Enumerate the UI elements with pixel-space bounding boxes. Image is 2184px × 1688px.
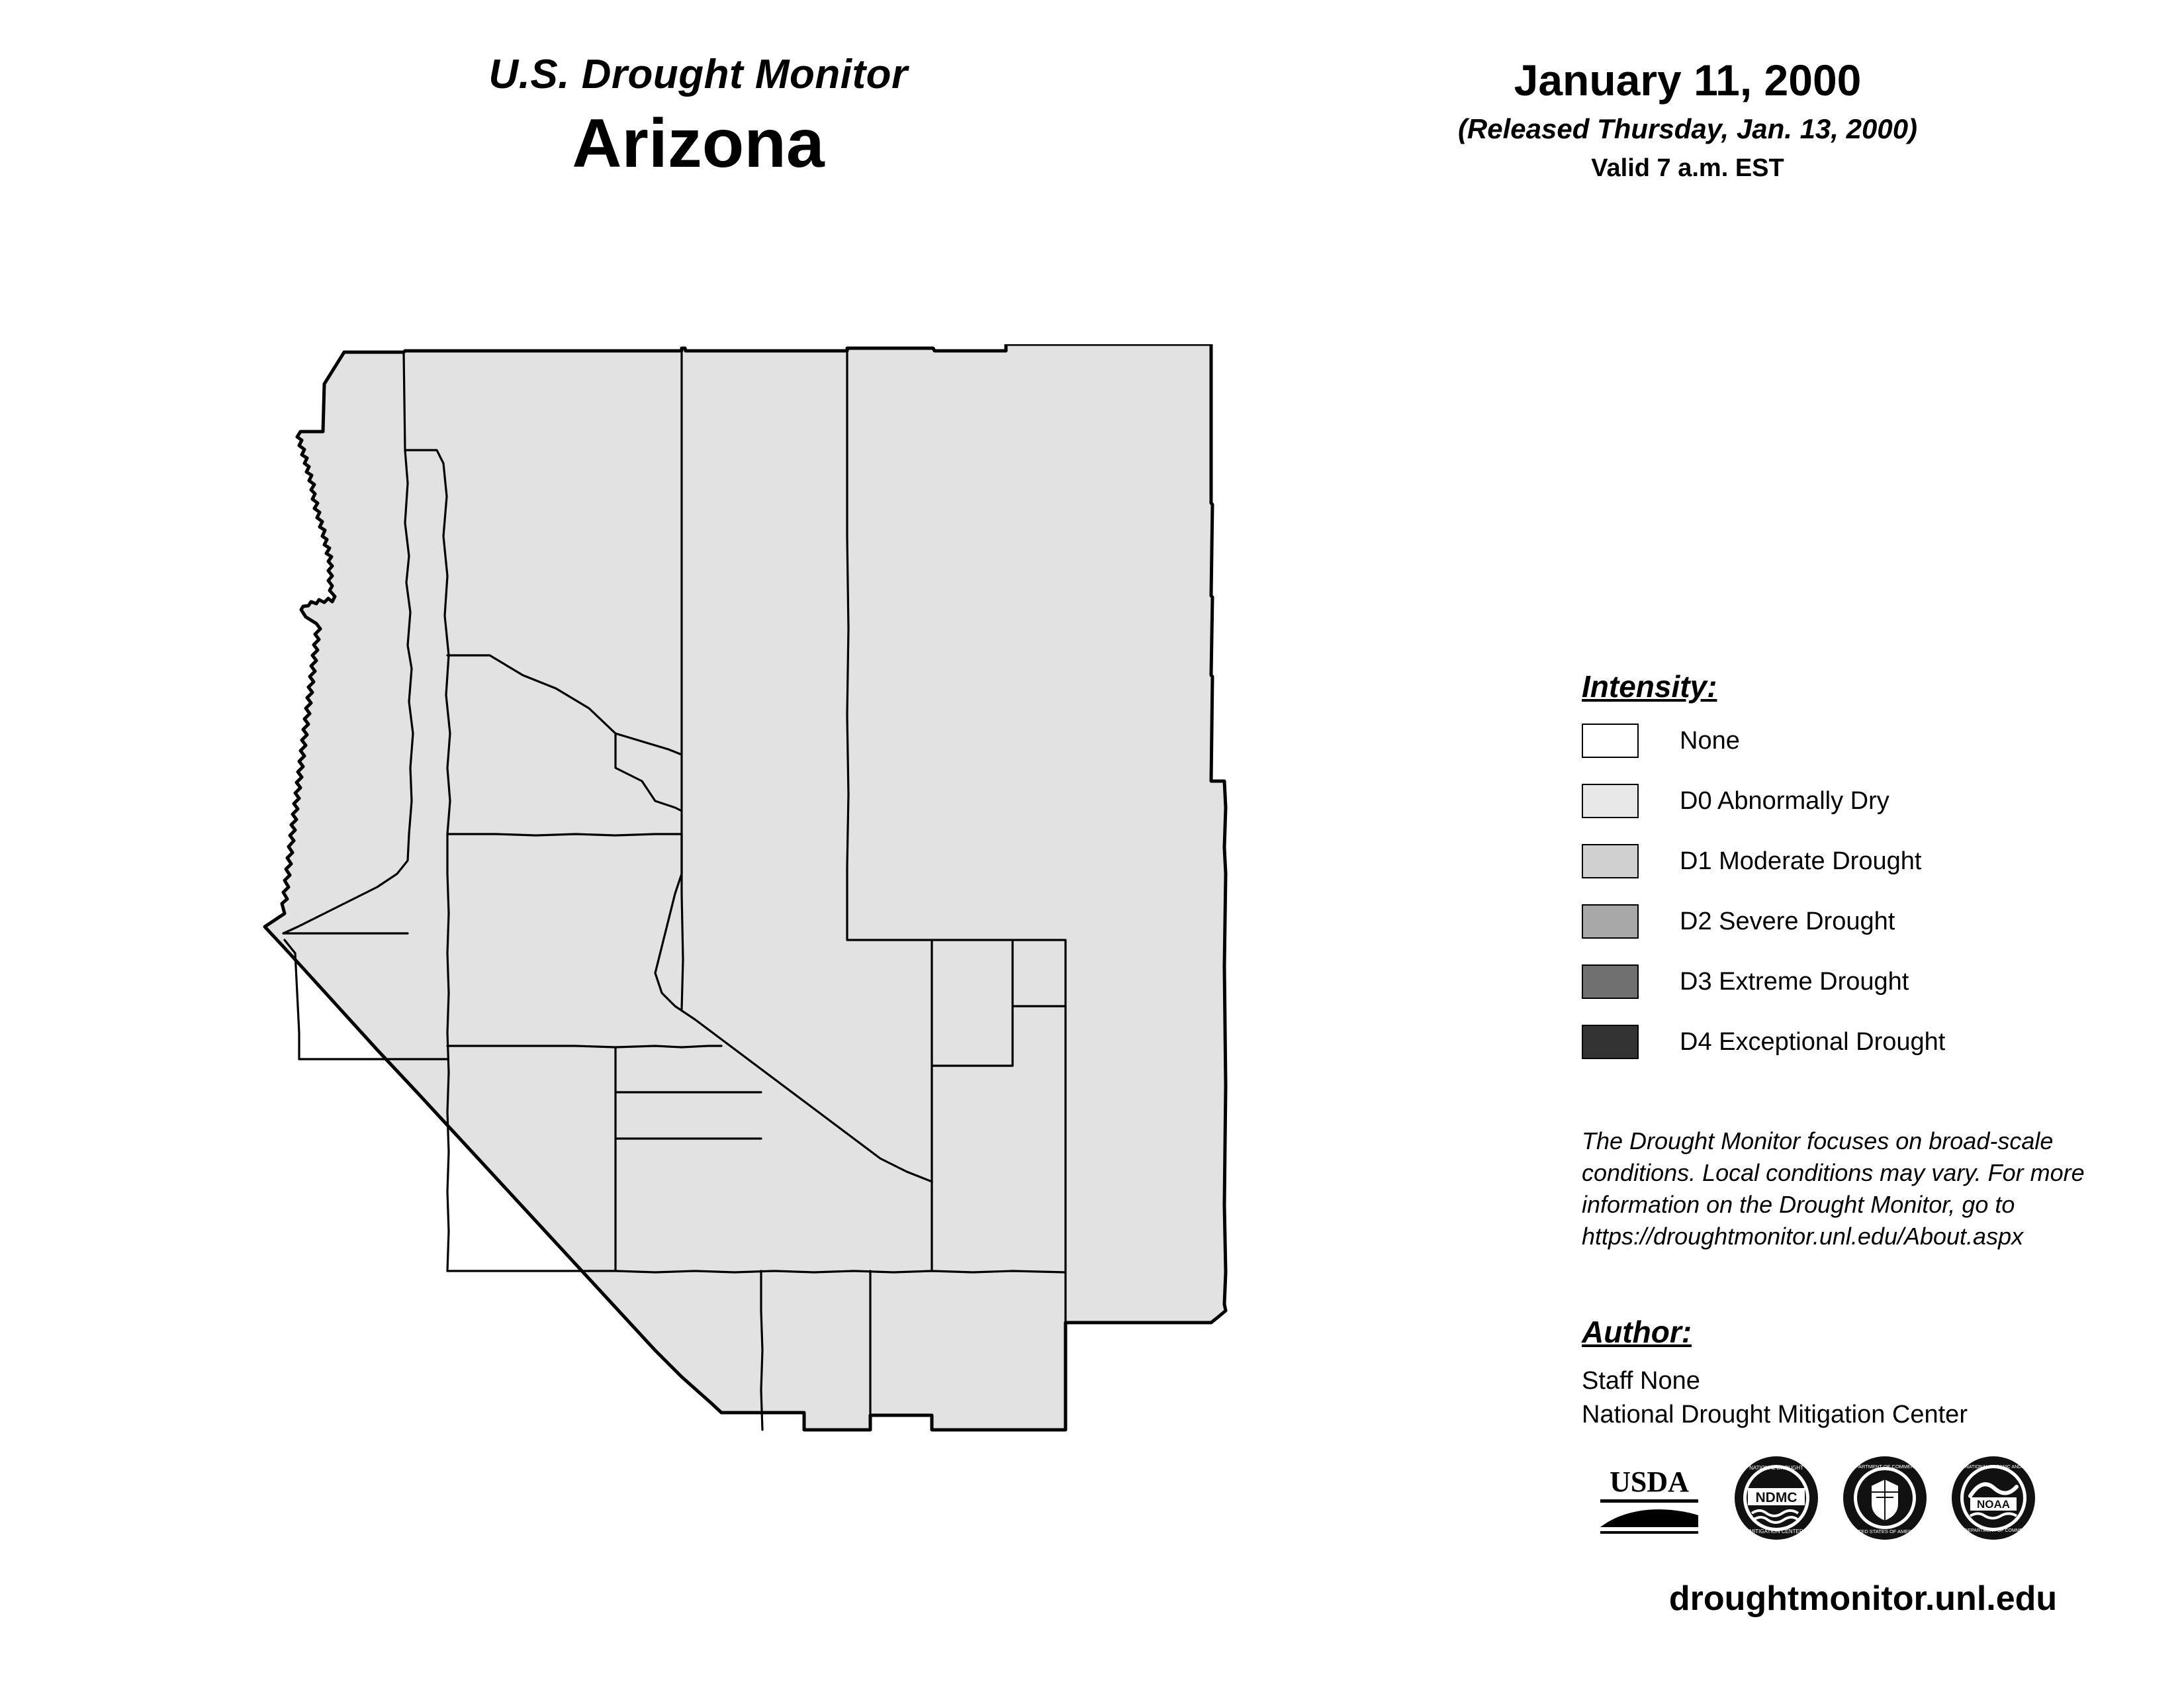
legend	[1582, 669, 2124, 1080]
svg-text:DEPARTMENT OF COMMERCE: DEPARTMENT OF COMMERCE	[1848, 1463, 1922, 1470]
legend-label-none: None	[1680, 726, 1740, 755]
state-polygon	[265, 344, 1226, 1430]
legend-item-d1	[1582, 839, 2124, 883]
noaa-logo	[1950, 1455, 2036, 1544]
svg-text:MITIGATION CENTER: MITIGATION CENTER	[1749, 1528, 1803, 1534]
legend-swatch-d4	[1582, 1025, 1639, 1059]
svg-text:U.S. DEPARTMENT OF COMMERCE: U.S. DEPARTMENT OF COMMERCE	[1954, 1528, 2033, 1533]
legend-item-none	[1582, 719, 2124, 763]
legend-swatch-d0	[1582, 784, 1639, 818]
date-block	[1357, 56, 2019, 183]
logo-strip	[1588, 1446, 2151, 1552]
usda-logo	[1588, 1458, 1711, 1541]
website-url[interactable]: droughtmonitor.unl.edu	[1668, 1579, 2058, 1618]
disclaimer-text: The Drought Monitor focuses on broad-scale conditions. Local conditions may vary. For more information on the Drought Monitor, go to https://droughtmonitor.unl.edu/About.aspx	[1582, 1127, 2085, 1250]
valid-time: Valid 7 a.m. EST	[1591, 154, 1784, 182]
state-title: Arizona	[572, 105, 825, 183]
author-title: Author:	[1582, 1315, 1692, 1349]
release-date: (Released Thursday, Jan. 13, 2000)	[1457, 113, 1918, 144]
legend-swatch-none	[1582, 724, 1639, 758]
usdc-logo	[1842, 1455, 1928, 1544]
author-block	[1582, 1314, 2164, 1432]
svg-text:UNITED STATES OF AMERICA: UNITED STATES OF AMERICA	[1849, 1528, 1921, 1534]
svg-text:NOAA: NOAA	[1976, 1497, 2011, 1511]
legend-swatch-d1	[1582, 844, 1639, 878]
legend-item-d2	[1582, 900, 2124, 943]
legend-item-d0	[1582, 779, 2124, 823]
arizona-drought-map	[218, 344, 1363, 1622]
legend-label-d3: D3 Extreme Drought	[1680, 967, 1909, 996]
author-organization: National Drought Mitigation Center	[1582, 1401, 1968, 1429]
svg-text:USDA: USDA	[1610, 1465, 1689, 1498]
legend-swatch-d2	[1582, 904, 1639, 939]
ndmc-logo	[1733, 1455, 1819, 1544]
legend-item-d3	[1582, 960, 2124, 1004]
map-date: January 11, 2000	[1514, 56, 1862, 105]
legend-title: Intensity:	[1582, 669, 1717, 704]
legend-label-d4: D4 Exceptional Drought	[1680, 1027, 1946, 1056]
svg-text:NATIONAL OCEANIC AND: NATIONAL OCEANIC AND	[1965, 1464, 2022, 1470]
title-block	[285, 52, 1112, 183]
page-title: U.S. Drought Monitor	[488, 52, 908, 97]
legend-label-d1: D1 Moderate Drought	[1680, 847, 1922, 875]
author-name: Staff None	[1582, 1367, 1700, 1395]
legend-label-d0: D0 Abnormally Dry	[1680, 786, 1889, 815]
legend-swatch-d3	[1582, 964, 1639, 999]
legend-item-d4	[1582, 1020, 2124, 1064]
svg-text:NATIONAL DROUGHT: NATIONAL DROUGHT	[1749, 1464, 1803, 1471]
svg-text:NDMC: NDMC	[1755, 1489, 1797, 1505]
legend-label-d2: D2 Severe Drought	[1680, 907, 1895, 935]
